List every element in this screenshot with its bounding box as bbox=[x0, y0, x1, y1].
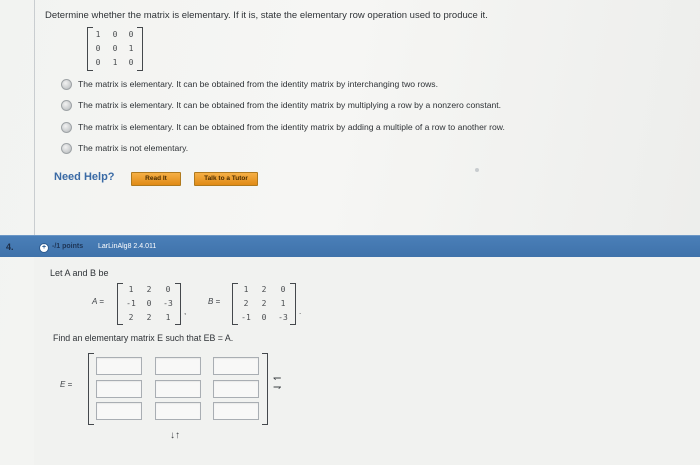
matrix-cell: 0 bbox=[280, 285, 286, 294]
talk-to-tutor-button[interactable]: Talk to a Tutor bbox=[194, 172, 258, 186]
matrix-right-bracket bbox=[262, 353, 268, 425]
matrix-cell: 0 bbox=[165, 285, 171, 294]
expand-plus-icon[interactable]: + bbox=[39, 243, 49, 253]
matrix-cell: 1 bbox=[128, 44, 134, 53]
matrix-a-label: A = bbox=[92, 297, 104, 306]
answer-input-e32[interactable] bbox=[155, 402, 201, 420]
option-3-label[interactable]: The matrix is elementary. It can be obtained from the identity matrix by adding a multiple of a row to another row. bbox=[78, 122, 505, 132]
option-2-label[interactable]: The matrix is elementary. It can be obtained from the identity matrix by multiplying a row by a nonzero constant. bbox=[78, 100, 502, 110]
matrix-cell: 1 bbox=[243, 285, 249, 294]
option-4-radio[interactable] bbox=[61, 143, 72, 154]
matrix-cell: 0 bbox=[95, 58, 101, 67]
answer-input-e13[interactable] bbox=[213, 357, 259, 375]
matrix-cell: 1 bbox=[112, 58, 118, 67]
matrix-cell: -3 bbox=[278, 313, 288, 322]
matrix-cell: 0 bbox=[112, 30, 118, 39]
given-matrix bbox=[87, 27, 143, 71]
question-prompt: Determine whether the matrix is elementary. If it is, state the elementary row operation used to produce it. bbox=[45, 10, 488, 21]
answer-input-e33[interactable] bbox=[213, 402, 259, 420]
option-1-label[interactable]: The matrix is elementary. It can be obtained from the identity matrix by interchanging two rows. bbox=[78, 79, 438, 89]
matrix-cell: 1 bbox=[280, 299, 286, 308]
question-source: LarLinAlg8 2.4.011 bbox=[98, 243, 157, 250]
matrix-a-comma: , bbox=[184, 307, 187, 316]
need-help-label: Need Help? bbox=[54, 171, 115, 183]
answer-input-e21[interactable] bbox=[96, 380, 142, 398]
matrix-b-period: . bbox=[299, 307, 302, 316]
matrix-cell: 0 bbox=[112, 44, 118, 53]
matrix-cell: 2 bbox=[128, 313, 134, 322]
matrix-cell: 1 bbox=[95, 30, 101, 39]
matrix-b bbox=[232, 283, 296, 325]
points-label bbox=[52, 243, 83, 250]
matrix-cell: 2 bbox=[261, 299, 267, 308]
matrix-cell: -1 bbox=[126, 299, 136, 308]
matrix-cell: 0 bbox=[261, 313, 267, 322]
find-instruction: Find an elementary matrix E such that EB = A. bbox=[53, 333, 234, 343]
matrix-a bbox=[117, 283, 181, 325]
matrix-cell: -1 bbox=[241, 313, 251, 322]
matrix-cell: 2 bbox=[146, 285, 152, 294]
points-value: -/1 points bbox=[52, 243, 84, 250]
question-number: 4. bbox=[6, 242, 14, 252]
option-3-radio[interactable] bbox=[61, 122, 72, 133]
answer-input-e23[interactable] bbox=[213, 380, 259, 398]
option-2-radio[interactable] bbox=[61, 100, 72, 111]
add-row-arrows-icon[interactable]: ↓↑ bbox=[170, 430, 180, 441]
matrix-cell: 1 bbox=[165, 313, 171, 322]
matrix-cell: 0 bbox=[95, 44, 101, 53]
read-it-button[interactable]: Read It bbox=[131, 172, 181, 186]
matrix-cell: 2 bbox=[146, 313, 152, 322]
matrix-cell: 2 bbox=[243, 299, 249, 308]
option-4-label[interactable]: The matrix is not elementary. bbox=[78, 143, 189, 153]
answer-input-e22[interactable] bbox=[155, 380, 201, 398]
matrix-cell: 0 bbox=[128, 58, 134, 67]
answer-input-e11[interactable] bbox=[96, 357, 142, 375]
matrix-e-label: E = bbox=[60, 380, 73, 389]
answer-input-e31[interactable] bbox=[96, 402, 142, 420]
matrix-cell: 0 bbox=[146, 299, 152, 308]
matrix-cell: 1 bbox=[128, 285, 134, 294]
matrix-cell: -3 bbox=[163, 299, 173, 308]
option-1-radio[interactable] bbox=[61, 79, 72, 90]
matrix-b-label: B = bbox=[208, 297, 221, 306]
add-column-arrows-icon[interactable]: ↽ ⇁ bbox=[273, 373, 282, 393]
answer-input-e12[interactable] bbox=[155, 357, 201, 375]
faint-dot bbox=[475, 168, 479, 172]
matrix-cell: 0 bbox=[128, 30, 134, 39]
question-intro: Let A and B be bbox=[50, 268, 109, 278]
matrix-left-bracket bbox=[88, 353, 94, 425]
matrix-cell: 2 bbox=[261, 285, 267, 294]
